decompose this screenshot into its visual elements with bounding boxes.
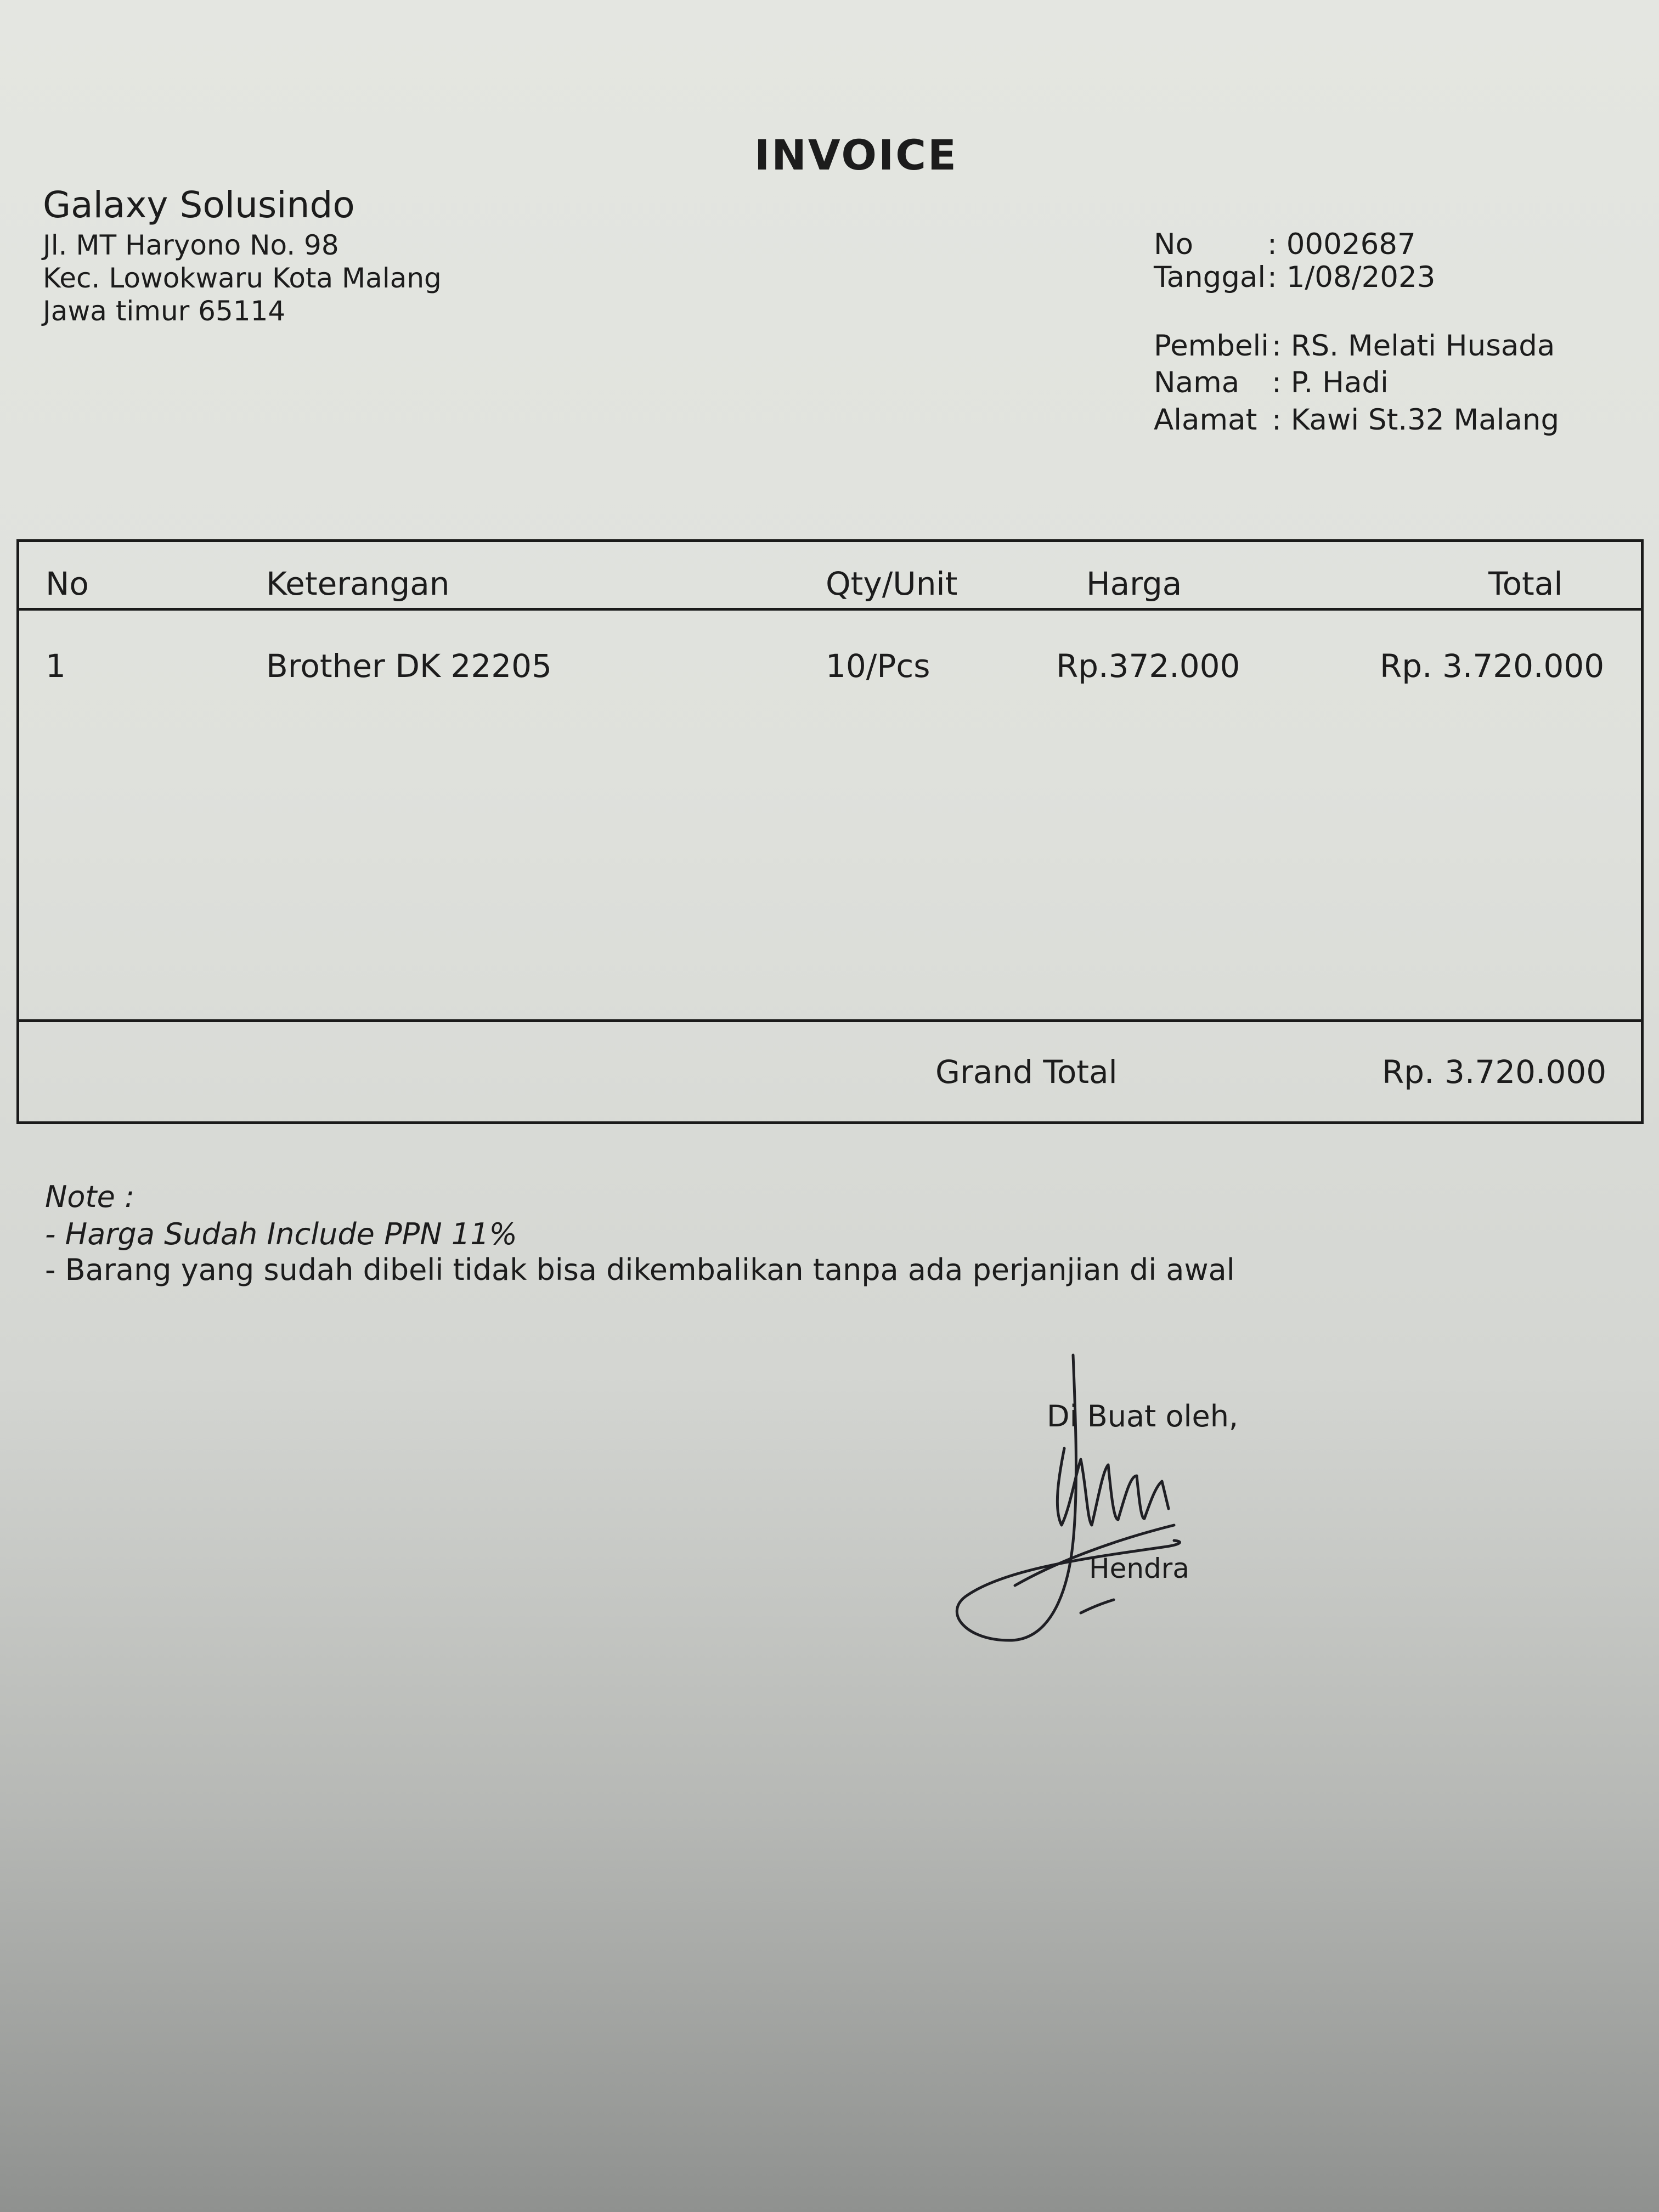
company-address-line1: Jl. MT Haryono No. 98 xyxy=(43,229,339,261)
meta-tanggal-label: Tanggal xyxy=(1154,261,1266,294)
notes-line1: - Harga Sudah Include PPN 11% xyxy=(45,1217,517,1251)
column-header-harga: Harga xyxy=(1086,565,1182,602)
meta-pembeli-value: : RS. Melati Husada xyxy=(1272,329,1555,363)
cell-keterangan: Brother DK 22205 xyxy=(266,647,552,685)
table-header-divider xyxy=(19,608,1641,611)
items-table xyxy=(16,539,1644,1124)
company-address-line2: Kec. Lowokwaru Kota Malang xyxy=(43,262,442,294)
meta-tanggal-value: : 1/08/2023 xyxy=(1267,261,1436,294)
notes-line2: - Barang yang sudah dibeli tidak bisa dikembalikan tanpa ada perjanjian di awal xyxy=(45,1252,1235,1287)
column-header-no: No xyxy=(46,565,89,602)
meta-nama-value: : P. Hadi xyxy=(1272,366,1389,399)
cell-total: Rp. 3.720.000 xyxy=(1380,647,1605,685)
notes-heading: Note : xyxy=(45,1180,135,1214)
cell-no: 1 xyxy=(46,647,66,685)
meta-pembeli-label: Pembeli xyxy=(1154,329,1269,363)
meta-nama-label: Nama xyxy=(1154,366,1240,399)
grand-total-label: Grand Total xyxy=(935,1053,1118,1091)
column-header-qty: Qty/Unit xyxy=(826,565,958,602)
grand-total-value: Rp. 3.720.000 xyxy=(1382,1053,1607,1091)
cell-qty: 10/Pcs xyxy=(826,647,930,685)
signature-name: Hendra xyxy=(1089,1553,1189,1584)
cell-harga: Rp.372.000 xyxy=(1056,647,1240,685)
meta-no-label: No xyxy=(1154,228,1194,261)
handwritten-signature xyxy=(944,1344,1251,1651)
column-header-total: Total xyxy=(1488,565,1563,602)
table-body-divider xyxy=(19,1019,1641,1022)
meta-alamat-value: : Kawi St.32 Malang xyxy=(1272,403,1560,437)
meta-no-value: : 0002687 xyxy=(1267,228,1416,261)
invoice-title: INVOICE xyxy=(754,131,958,179)
column-header-keterangan: Keterangan xyxy=(266,565,450,602)
meta-alamat-label: Alamat xyxy=(1154,403,1257,437)
company-address-line3: Jawa timur 65114 xyxy=(43,295,286,327)
company-name: Galaxy Solusindo xyxy=(43,184,355,226)
signature-label: Di Buat oleh, xyxy=(1047,1399,1239,1434)
